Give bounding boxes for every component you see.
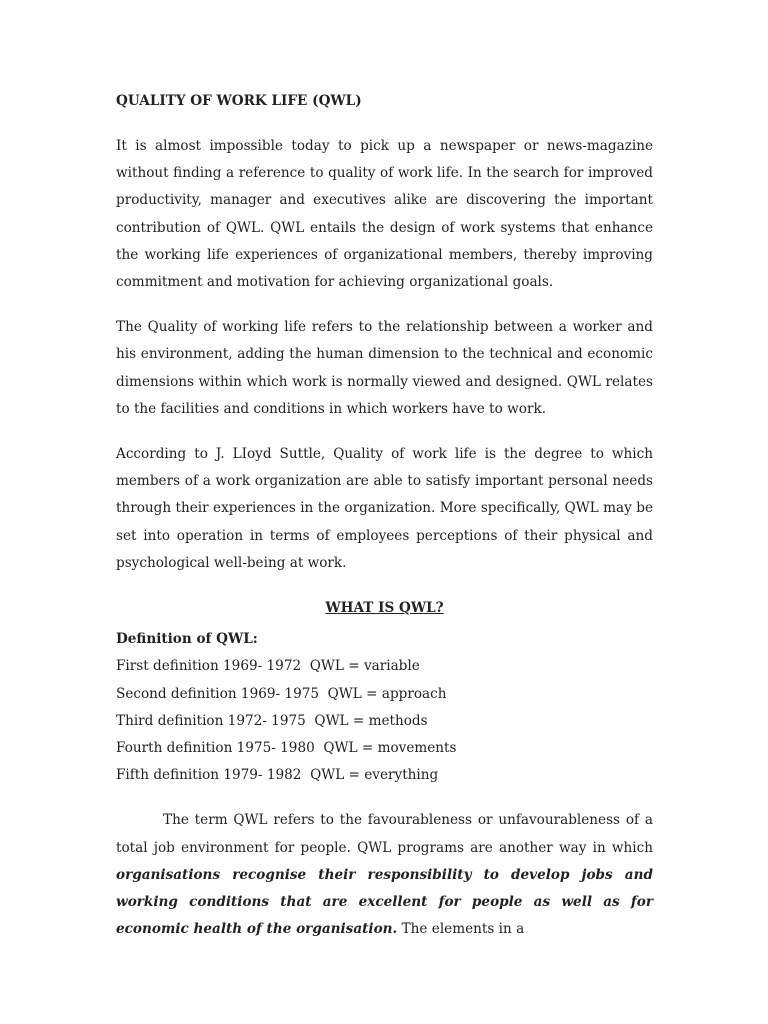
definition-line-3: Third definition 1972- 1975 QWL = methods — [116, 712, 428, 729]
paragraph-term-qwl-end: The elements in a — [397, 921, 525, 938]
section-heading: WHAT IS QWL? — [325, 600, 444, 617]
definitions-block — [116, 626, 653, 789]
document-title: QUALITY OF WORK LIFE (QWL) — [116, 93, 362, 109]
definition-line-1: First definition 1969- 1972 QWL = variable — [116, 658, 420, 675]
definition-line-2: Second definition 1969- 1975 QWL = approach — [116, 685, 447, 702]
paragraph-term-qwl-start: The term QWL refers to the favourableness or unfavourableness of a total job environment for people. QWL programs are another way in which — [116, 812, 653, 856]
document-page — [116, 88, 653, 961]
paragraph-term-qwl-emphasis: organisations recognise their responsibility to develop jobs and working conditions that are excellent for people as well as for economic health of the organisation. — [116, 866, 653, 938]
paragraph-suttle: According to J. LIoyd Suttle, Quality of work life is the degree to which members of a work organization are able to satisfy important personal needs through their experiences in the organization. More specifically, QWL may be set into operation in terms of employees perceptions of their physical and psychological well-being at work. — [116, 446, 653, 571]
definition-line-5: Fifth definition 1979- 1982 QWL = everything — [116, 767, 439, 784]
definition-title: Definition of QWL: — [116, 631, 258, 648]
paragraph-term-qwl — [116, 807, 653, 943]
paragraph-intro: It is almost impossible today to pick up a newspaper or news-magazine without finding a reference to quality of work life. In the search for improved productivity, manager and executives alike are discovering the important contribution of QWL. QWL entails the design of work systems that enhance the working life experiences of organizational members, thereby improving commitment and motivation for achieving organizational goals. — [116, 138, 653, 291]
paragraph-relationship: The Quality of working life refers to the relationship between a worker and his environment, adding the human dimension to the technical and economic dimensions within which work is normally viewed and designed. QWL relates to the facilities and conditions in which workers have to work. — [116, 319, 653, 417]
definition-line-4: Fourth definition 1975- 1980 QWL = movements — [116, 740, 457, 757]
